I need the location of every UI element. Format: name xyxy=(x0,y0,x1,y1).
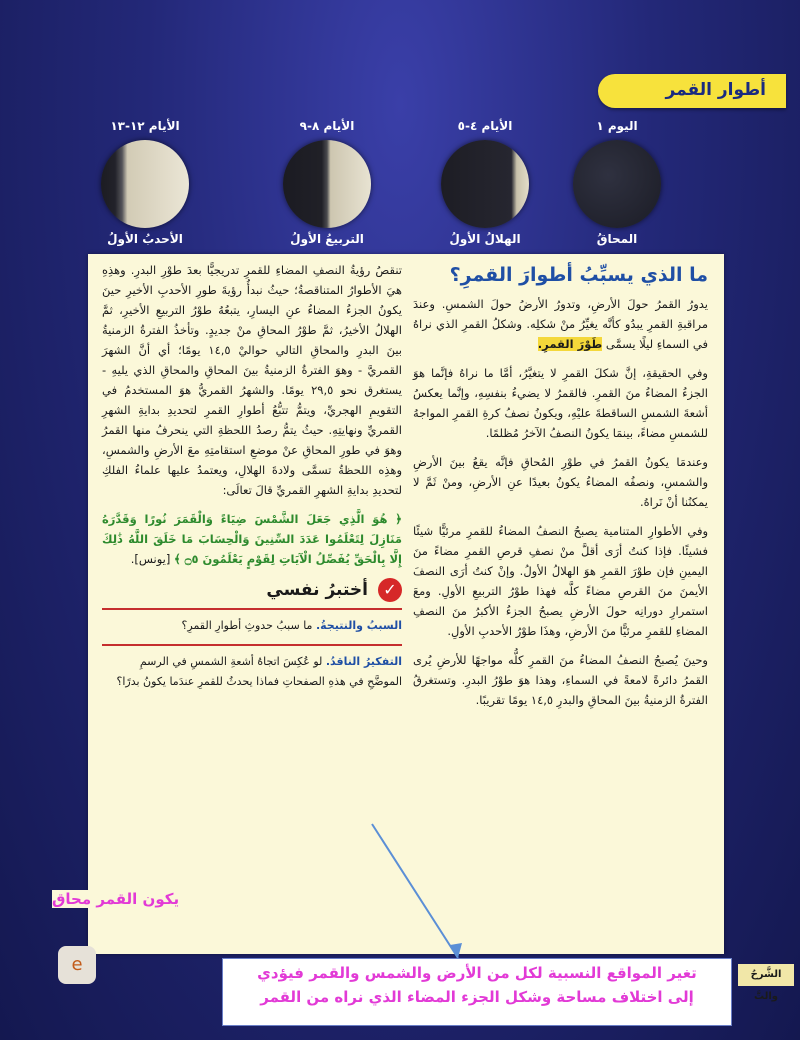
app-logo-icon: e xyxy=(58,946,96,984)
callout-line-1: تغير المواقع النسبية لكل من الأرض والشمس والقمر فيؤدي xyxy=(257,964,697,982)
quran-reference: [يونس]. xyxy=(130,552,171,566)
paragraph-3: وعندمَا يكونُ القمرُ في طوْرِ المُحاقِ فإنَّه يقعُ بينَ الأرضِ والشمسِ، ونصفُه المضاءُ يكونُ بعيدًا عنِ الأرضِ، ومنْ ثَمَّ لا يمكنُنا أنْ نَراهُ. xyxy=(413,455,708,509)
phase-name-label: المحاقُ xyxy=(596,232,638,246)
question-1-text: ما سببُ حدوثِ أطوارِ القمرِ؟ xyxy=(181,619,313,632)
paragraph-1 xyxy=(413,294,708,354)
question-1-label: السببُ والنتيجةُ. xyxy=(315,619,402,632)
paragraph-6: تنقصُ رؤيةُ النصفِ المضاءِ للقمرِ تدريجيًّا بعدَ طوْرِ البدرِ. وهذِهِ هيَ الأطوارُ المتناقصةُ؛ حيثُ نبدأُ رؤيةَ طورِ الأحدبِ الأخيرِ حينَ يكونُ الجزءُ المضاءُ عنِ اليسارِ، يتبعُهُ طوْرُ التربيعِ الأخيرِ، ثمَّ الهلالُ الأخيرُ، ثمَّ طوْرُ المحاقِ منْ جديدٍ. وتأخذُ الفترةُ الزمنيةُ بينَ البدرِ والمحاقِ التالي حواليْ ١٤,٥ يومًا؛ أي أنَّ الشهرَ القمريَّ - وهوَ الفترةُ الزمنيةُ بينَ المحاقِ والمحاقِ الذي يليهِ - يستغرق نحو ٢٩,٥ يومًا. والشهرُ القمريُّ هوَ المستخدمُ في التقويمِ الهجريِّ، ويتمُّ تتبُّعُ أطوارِ القمرِ لتحديدِ بدايةِ الشهرِ القمريِّ ونهايتِهِ. حيثُ يتمُّ رصدُ اللحظةِ التي ينحرفُ منها القمرُ وهوَ في طورِ المحاقِ عنْ موضعِ استقامتِهِ معَ الأرضِ والشمسِ، وهذِه اللحظةُ تسمَّى ولادةَ الهلالِ، ويعتمدُ عليها علماءُ الفلكِ لتحديدِ بدايةِ الشهرِ القمريِّ قالَ تعالَى: xyxy=(102,263,402,497)
waxing-crescent-image xyxy=(441,140,529,228)
footer-label: الشَّرحُ والتَّ xyxy=(738,964,794,986)
phase-day-label: الأيام ٨-٩ xyxy=(299,119,355,133)
textbook-page xyxy=(88,254,724,954)
paragraph-1-text: يدورُ القمرُ حولَ الأرضِ، وتدورُ الأرضُ حولَ الشمسِ. وعندَ مراقبةِ القمرِ يبدُو كأنَّه يغيِّرُ منْ شكلِه. وشكلُ القمرِ الذي نراهُ في السماءِ ليلًا يسمَّى xyxy=(413,297,708,351)
self-test-title: أختبرُ نفسي xyxy=(266,580,368,600)
phase-name-label: الأحدبُ الأولُ xyxy=(107,232,183,246)
new-moon-image xyxy=(573,140,661,228)
highlighted-term: طَوْرَ القمرِ. xyxy=(537,337,603,351)
phase-name-label: الهلالُ الأولُ xyxy=(449,232,521,246)
section-header-title: أطوار القمر xyxy=(665,80,766,100)
callout-line-2: إلى اختلاف مساحة وشكل الجزء المضاء الذي نراه من القمر xyxy=(260,988,694,1006)
paragraph-5: وحينَ يُصبحُ النصفُ المضاءُ منَ القمرِ كلُّه مواجهًا للأرضِ يُرى القمرُ دائرةً لامعةً في السماءِ، وهذا هوَ طوْرُ البدرِ. وتستغرقُ الفترةُ الزمنيةُ بينَ المحاقِ والبدرِ ١٤,٥ يومًا تقريبًا. xyxy=(413,653,708,707)
answer-callout xyxy=(222,958,732,1026)
left-column xyxy=(102,260,402,700)
check-icon: ✓ xyxy=(378,578,402,602)
phase-waxing-gibbous xyxy=(80,118,210,246)
section-header-lunar-phases xyxy=(598,74,786,108)
quran-text: ﴿ هُوَ الَّذِي جَعَلَ الشَّمْسَ ضِيَاءً وَالْقَمَرَ نُورًا وَقَدَّرَهُ مَنَازِلَ لِتَعْلَمُوا عَدَدَ السِّنِينَ وَالْحِسَابَ مَا خَلَقَ اللَّهُ ذَٰلِكَ إِلَّا بِالْحَقِّ يُفَصِّلُ الْآيَاتِ لِقَوْمٍ يَعْلَمُونَ ۝٥ ﴾ xyxy=(102,512,402,566)
phase-day-label: الأيام ٤-٥ xyxy=(457,119,513,133)
answer-annotation: يكون القمر محاق xyxy=(52,890,180,908)
question-2 xyxy=(102,652,402,692)
paragraph-2: وفي الحقيقةِ، إنَّ شكلَ القمرِ لا يتغيَّرُ، أمَّا ما نراهُ فإنَّما هوَ الجزءُ المضاءُ منَ القمرِ. فالقمرُ لا يضيءُ بنفسِهِ، وإنَّما يعكسُ أشعةَ الشمسِ الساقطةَ عليْهِ، ويكونُ نصفُ كرةِ القمرِ المواجهُ للشمسِ مضاءً، بينمَا يكونُ النصفُ الآخرُ مُظلمًا. xyxy=(413,366,708,440)
phase-name-label: التربيعُ الأولُ xyxy=(290,232,364,246)
phase-day-label: الأيام ١٢-١٣ xyxy=(110,119,180,133)
self-test-header xyxy=(102,578,402,602)
divider xyxy=(102,608,402,610)
right-column xyxy=(413,260,708,719)
phase-day-label: اليوم ١ xyxy=(596,119,638,133)
waxing-gibbous-image xyxy=(101,140,189,228)
question-2-label: التفكيرُ الناقدُ. xyxy=(325,655,402,668)
phase-first-quarter xyxy=(262,118,392,246)
section-title: ما الذي يسبِّبُ أطوارَ القمرِ؟ xyxy=(449,264,708,286)
divider xyxy=(102,644,402,646)
phase-waxing-crescent xyxy=(420,118,550,246)
first-quarter-image xyxy=(283,140,371,228)
phase-new-moon xyxy=(552,118,682,246)
paragraph-4: وفي الأطوارِ المتنامية يصبحُ النصفُ المضاءُ للقمرِ مرئيًّا شيئًا فشيئًا. فإذا كنتُ أرَى أقلَّ منْ نصفِ قرصِ القمرِ مضاءً منَ اليمينِ فإن طوْرَ القمرِ هوَ الهلالُ الأولُ. وإنْ كنتُ أرَى النصفَ الأيمنَ منَ القرصِ مضاءً كلَّه فهذا طوْرُ التربيعِ الأولِ. ومعَ استمرارِ دورانِه حولَ الأرضِ يصبحُ الجزءُ الأكبرُ منَ النصفِ المضاءِ للقمرِ مرئيًّا منَ الأرضِ، وهذَا طوْرُ الأحدبِ الأولِ. xyxy=(413,524,708,638)
quran-verse xyxy=(102,509,402,569)
question-2-text: لو عُكِسَ اتجاهُ أشعةِ الشمسِ في الرسمِ الموضَّحِ في هذهِ الصفحاتِ فماذا يحدثُ للقمرِ عندَما يكونُ بدرًا؟ xyxy=(116,655,402,688)
question-1 xyxy=(102,616,402,636)
